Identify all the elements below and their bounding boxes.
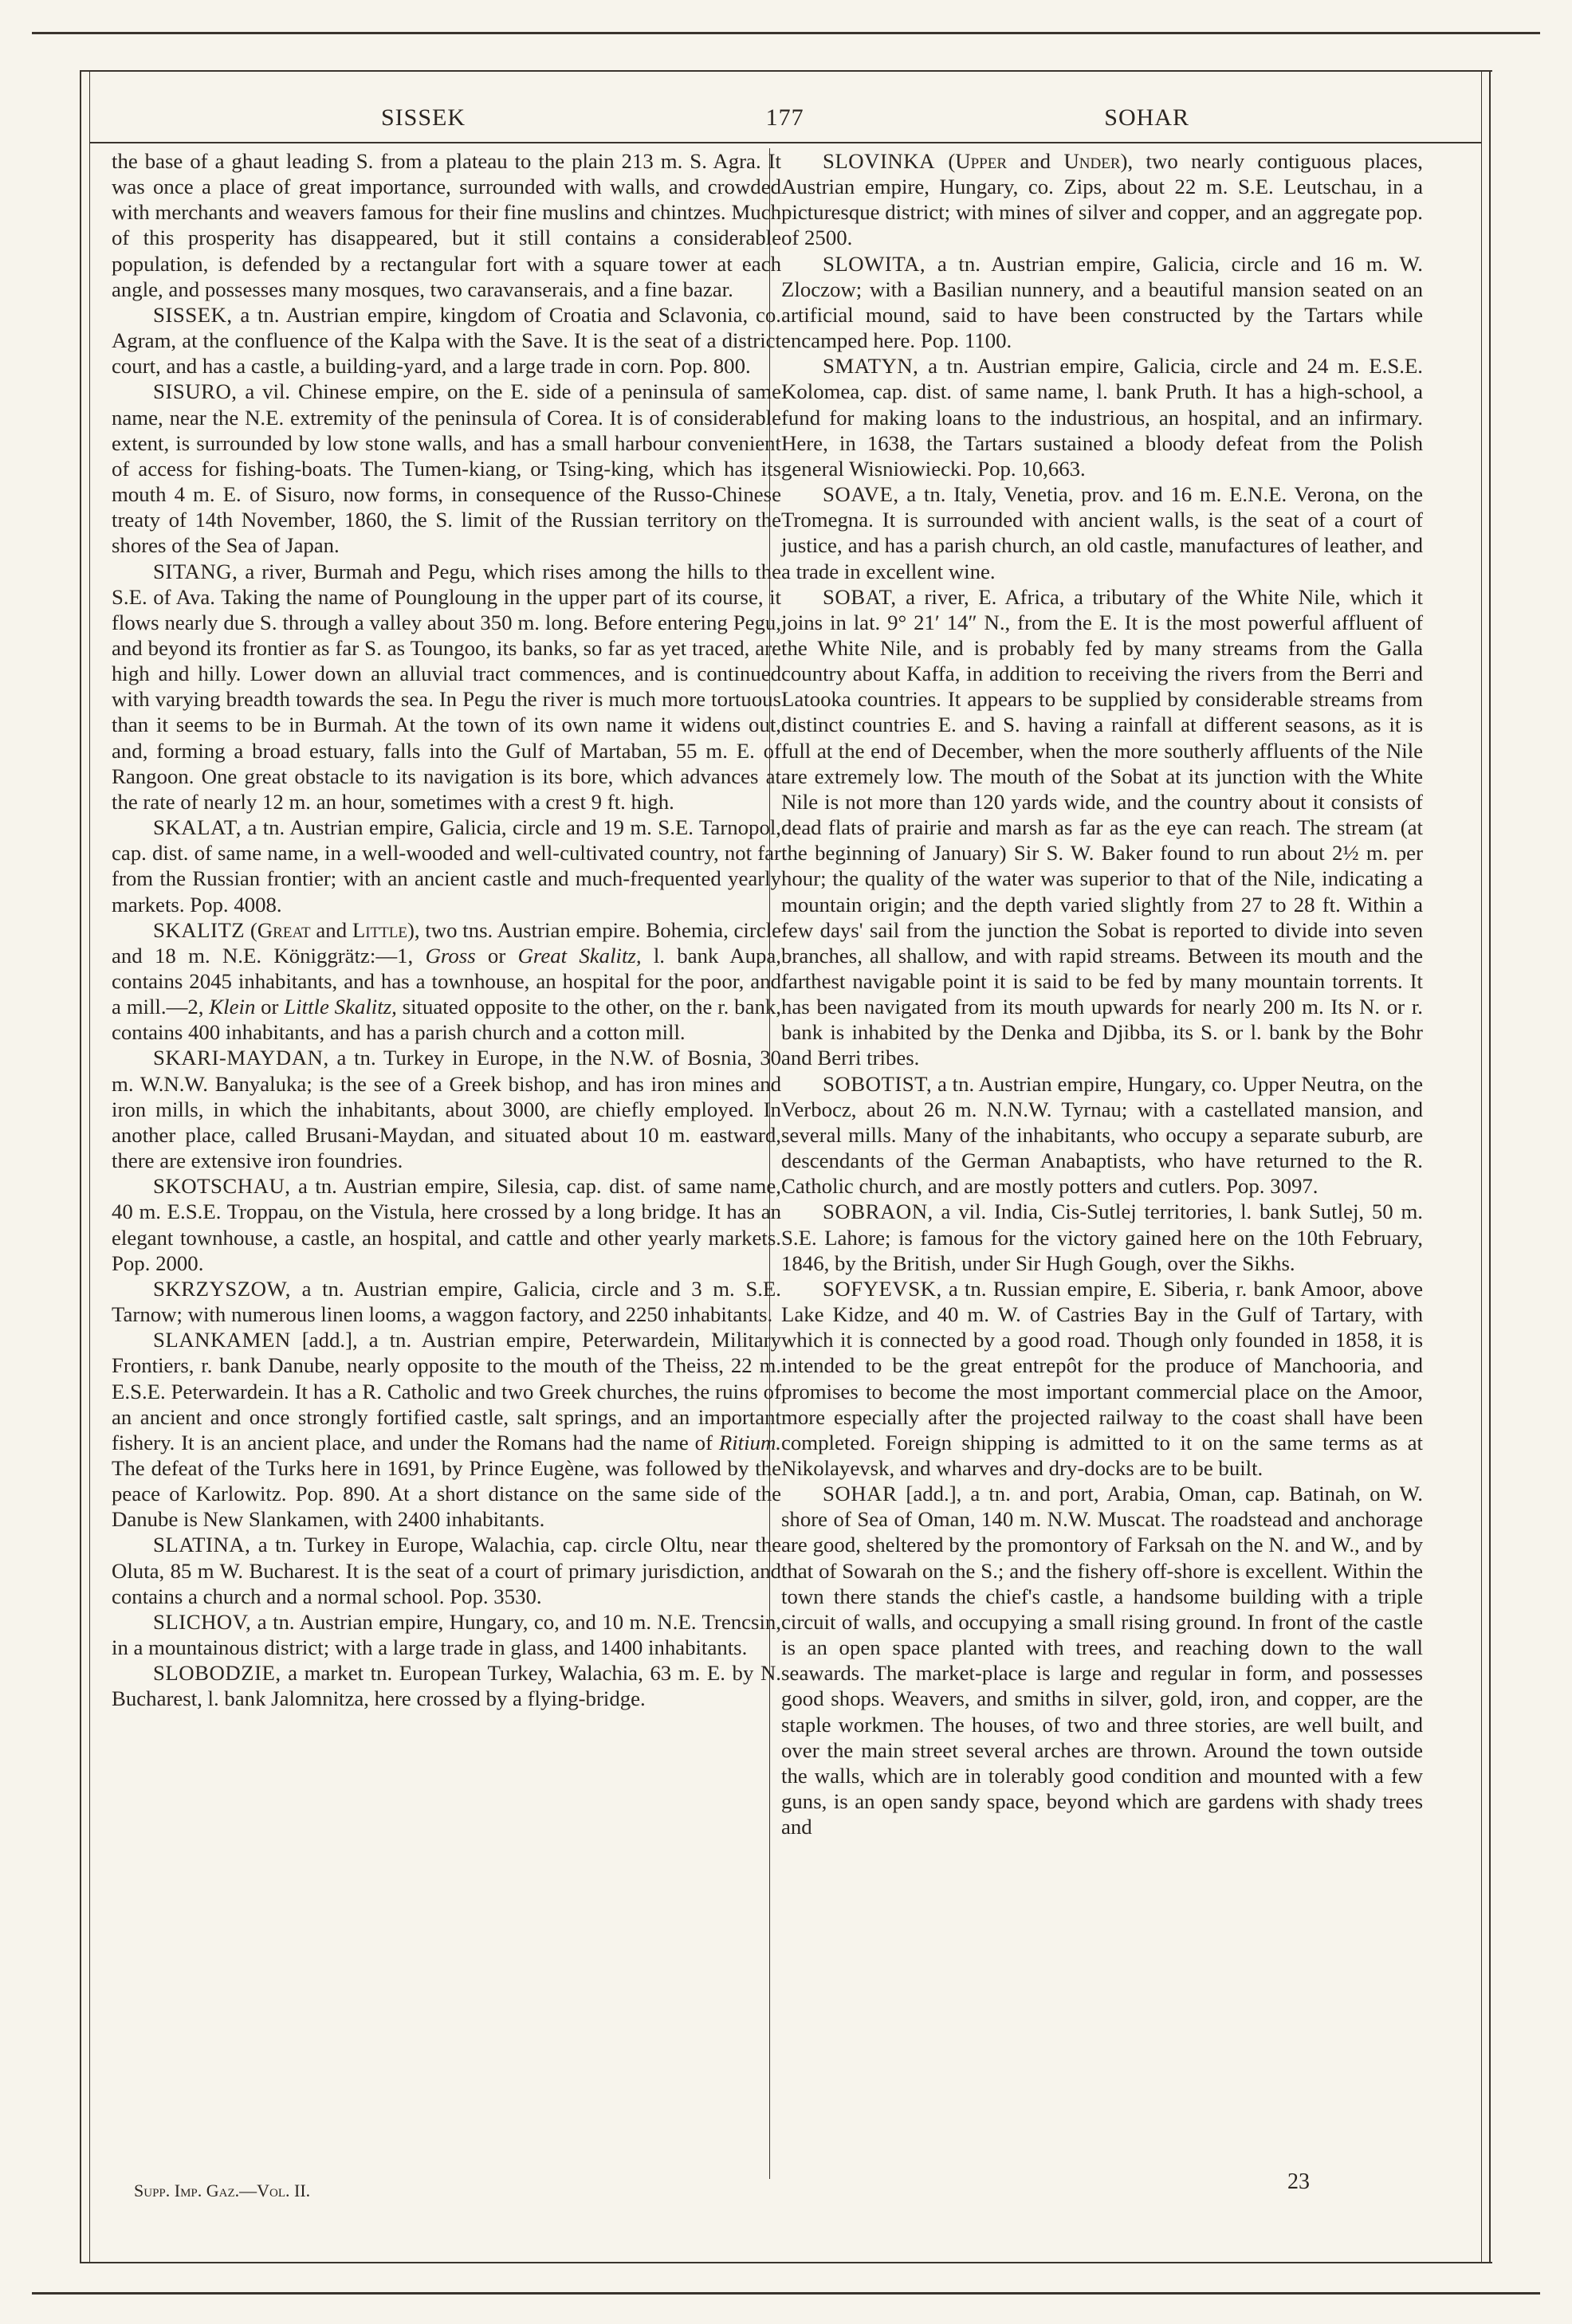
entry-headword: SMATYN, bbox=[823, 354, 919, 379]
entry-text-segment: or bbox=[255, 995, 285, 1019]
gazetteer-entry bbox=[112, 1532, 781, 1608]
page-footer bbox=[112, 2169, 1419, 2209]
gazetteer-entry bbox=[781, 584, 1423, 1071]
running-header bbox=[80, 94, 1492, 142]
entry-text-segment: ( bbox=[934, 149, 956, 173]
gazetteer-entry bbox=[112, 1327, 781, 1532]
entry-text: a tn. Austrian empire, kingdom of Croatia and Sclavonia, co. Agram, at the confluence of the Kalpa with the Save. It is the seat of a district court, and has a castle, a building-yard, and a large trade in corn. Pop. 800. bbox=[112, 302, 781, 379]
entry-headword: SKARI-MAYDAN, bbox=[153, 1046, 329, 1070]
entry-text: the base of a ghaut leading S. from a plateau to the plain 213 m. S. Agra. It was once a place of great importance, surrounded with walls, and crowded with merchants and weavers famous for their fine muslins and chintzes. Much of this prosperity has disappeared, but it still contains a considerable population, is defended by a rectangular fort with a square tower at each angle, and possesses many mosques, two caravanserais, and a fine bazar. bbox=[112, 149, 781, 301]
frame-left-inner bbox=[89, 70, 90, 2263]
outer-rule-top-inner bbox=[80, 70, 1492, 72]
entry-headword: SOBOTIST, bbox=[823, 1071, 933, 1096]
entry-text: a tn. Austrian empire, Hungary, co, and 10 m. N.E. Trencsin, in a mountainous district; with a large trade in glass, and 1400 inhabitants. bbox=[112, 1609, 781, 1660]
gazetteer-entry bbox=[112, 1660, 781, 1711]
entry-text-segment: Great bbox=[257, 917, 311, 942]
entry-text-segment: Klein bbox=[209, 995, 256, 1019]
entry-text-segment: ), two tns. Austrian empire. Bohemia, circle and 18 m. N.E. Königgrätz:—1, bbox=[112, 917, 782, 968]
gazetteer-entry bbox=[781, 481, 1423, 584]
sheet-number: 23 bbox=[1287, 2169, 1310, 2194]
entry-text: a tn. Austrian empire, Hungary, co. Upper Neutra, on the Verbocz, about 26 m. N.N.W. Tyrnau; with a castellated mansion, and several mills. Many of the inhabitants, who occupy a separate suburb, are descendants of the German Anabaptists, who have returned to the R. Catholic church, and are mostly potters and cutlers. Pop. 3097. bbox=[781, 1071, 1423, 1199]
entry-headword: SLOBODZIE, bbox=[153, 1661, 281, 1686]
right-column bbox=[781, 148, 1423, 1839]
entry-text-segment: ), two nearly contiguous places, Austrian empire, Hungary, co. Zips, about 22 m. S.E. Leutschau, in a picturesque district; with mines of silver and copper, and an aggregate pop. of 2500. bbox=[781, 149, 1424, 250]
entry-text-segment: Little bbox=[352, 917, 407, 942]
entry-text-segment: The defeat of the Turks here in 1691, by Prince Eugène, was followed by the peace of Karlowitz. Pop. 890. At a short distance on the same side of the Danube is New Slankamen, with 2400 inhabitants. bbox=[112, 1455, 781, 1532]
entry-headword: SKALAT, bbox=[153, 815, 242, 840]
entry-text: a river, E. Africa, a tributary of the White Nile, which it joins in lat. 9° 21′ 14″ N., from the E. It is the most powerful affluent of the White Nile, and is probably fed by many streams from the Galla country about Kaffa, in addition to receiving the rivers from the Berri and Latooka countries. It appears to be supplied by considerable streams from distinct countries E. and S. having a rainfall at different seasons, as it is full at the end of December, when the more southerly affluents of the Nile are extremely low. The mouth of the Sobat at its junction with the White Nile is not more than 120 yards wide, and the country about it consists of dead flats of prairie and marsh as far as the eye can reach. The stream (at the beginning of January) Sir S. W. Baker found to run about 2½ m. per hour; the quality of the water was superior to that of the Nile, indicating a mountain origin; and the depth varied slightly from 27 to 28 ft. Within a few days' sail from the junction the Sobat is reported to divide into seven branches, all shallow, and with rapid streams. Between its mouth and the farthest navigable point it is said to be fed by many mountain torrents. It has been navigated from its mouth upwards for nearly 200 m. Its N. or r. bank is inhabited by the Denka and Djibba, its S. or l. bank by the Bohr and Berri tribes. bbox=[781, 584, 1423, 1070]
entry-text: [add.], a tn. and port, Arabia, Oman, cap. Batinah, on W. shore of Sea of Oman, 140 m. N.W. Muscat. The roadstead and anchorage are good, sheltered by the promontory of Farksah on the N. and W., and by that of Sowarah on the S.; and the fishery off-shore is excellent. Within the town there stands the chief's castle, a handsome building with a triple circuit of walls, and occupying a small rising ground. In front of the castle is an open space planted with trees, and reaching down to the wall seawards. The market-place is large and regular in form, and possesses good shops. Weavers, and smiths in silver, gold, iron, and copper, are the staple workmen. The houses, of two and three stories, are well built, and over the main street several arches are thrown. Around the town outside the walls, which are in tolerably good condition and mounted with a few guns, is an open sandy space, beyond which are gardens with shady trees and bbox=[781, 1482, 1423, 1839]
entry-headword: SLOWITA, bbox=[823, 251, 926, 276]
entry-text: a tn. Italy, Venetia, prov. and 16 m. E.N.E. Verona, on the Tromegna. It is surrounded with ancient walls, is the seat of a court of justice, and has a parish church, an old castle, manufactures of leather, and a trade in excellent wine. bbox=[781, 482, 1423, 583]
entry-headword: SISSEK, bbox=[153, 302, 233, 327]
entry-text: a river, Burmah and Pegu, which rises among the hills to the S.E. of Ava. Taking the name of Poungloung in the upper part of its course, it flows nearly due S. through a valley about 350 m. long. Before entering Pegu, and beyond its frontier as far S. as Toungoo, its banks, so far as yet traced, are high and hilly. Lower down an alluvial tract commences, and is continued with varying breadth towards the sea. In Pegu the river is much more tortuous than it seems to be in Burmah. At the town of its own name it widens out, and, forming a broad estuary, falls into the Gulf of Martaban, 55 m. E. of Rangoon. One great obstacle to its navigation is its bore, which advances at the rate of nearly 12 m. an hour, sometimes with a crest 9 ft. high. bbox=[112, 559, 781, 814]
gazetteer-entry bbox=[781, 1276, 1423, 1481]
entry-text: a market tn. European Turkey, Walachia, 63 m. E. by N. Bucharest, l. bank Jalomnitza, here crossed by a flying-bridge. bbox=[112, 1661, 781, 1711]
entry-headword: SOFYEVSK, bbox=[823, 1276, 942, 1301]
gazetteer-entry bbox=[112, 917, 781, 1046]
entry-text: a tn. Turkey in Europe, Walachia, cap. circle Oltu, near the Oluta, 85 m W. Bucharest. It is the seat of a court of primary jurisdiction, and contains a church and a normal school. Pop. 3530. bbox=[112, 1533, 781, 1608]
frame-right bbox=[1489, 70, 1491, 2263]
entry-text-segment: Under bbox=[1063, 149, 1121, 173]
entry-headword: SKALITZ bbox=[153, 917, 246, 942]
gazetteer-entry bbox=[112, 379, 781, 558]
gazetteer-entry bbox=[781, 1071, 1423, 1199]
gazetteer-entry bbox=[112, 302, 781, 379]
header-right-word: SOHAR bbox=[1104, 104, 1189, 131]
entry-text: a tn. Russian empire, E. Siberia, r. bank Amoor, above Lake Kidze, and 40 m. W. of Castries Bay in the Gulf of Tartary, with which it is connected by a good road. Though only founded in 1858, it is intended to be the great entrepôt for the produce of Manchooria, and promises to become the most important commercial place on the Amoor, more especially after the projected railway to the coast shall have been completed. Foreign shipping is admitted to it on the same terms as at Nikolayevsk, and wharves and dry-docks are to be built. bbox=[781, 1276, 1423, 1480]
frame-left bbox=[80, 70, 81, 2263]
entry-text-segment: Little Skalitz, bbox=[284, 995, 397, 1019]
entry-text: a tn. Austrian empire, Galicia, circle and 3 m. S.E. Tarnow; with numerous linen looms, a waggon factory, and 2250 inhabitants. bbox=[112, 1276, 781, 1327]
gazetteer-entry bbox=[112, 1609, 781, 1660]
entry-headword: SLATINA, bbox=[153, 1533, 251, 1557]
gazetteer-entry bbox=[781, 353, 1423, 481]
entry-text: a vil. India, Cis-Sutlej territories, l. bank Sutlej, 50 m. S.E. Lahore; is famous for the victory gained here on the 10th February, 1846, by the British, under Sir Hugh Gough, over the Sikhs. bbox=[781, 1199, 1423, 1275]
entry-headword: SOBAT, bbox=[823, 584, 897, 609]
gazetteer-entry bbox=[112, 1173, 781, 1276]
entry-text-segment: l. bank Aupa, contains 2045 inhabitants, and has a townhouse, an hospital for the poor, and a mill.—2, bbox=[112, 943, 781, 1019]
outer-rule-bottom bbox=[32, 2292, 1540, 2295]
gazetteer-entry bbox=[781, 251, 1423, 354]
entry-text-segment: and bbox=[310, 917, 352, 942]
entry-text-segment: Great Skalitz, bbox=[517, 943, 642, 968]
entry-headword: SLICHOV, bbox=[153, 1609, 252, 1634]
header-left-word: SISSEK bbox=[381, 104, 466, 131]
entry-text-segment: [add.], a tn. Austrian empire, Peterwardein, Military Frontiers, r. bank Danube, nearly opposite to the mouth of the Theiss, 22 m. E.S.E. Peterwardein. It has a R. Catholic and two Greek churches, the ruins of an ancient and once strongly fortified castle, salt springs, and an important fishery. It is an ancient place, and under the Romans had the name of bbox=[112, 1328, 781, 1454]
entry-text-segment: or bbox=[475, 943, 518, 968]
gazetteer-entry bbox=[781, 1481, 1423, 1839]
outer-rule-top bbox=[32, 32, 1540, 34]
page-number: 177 bbox=[765, 104, 804, 131]
entry-headword: SOBRAON, bbox=[823, 1199, 933, 1224]
entry-headword: SOHAR bbox=[823, 1482, 898, 1506]
bottom-rule bbox=[80, 2262, 1492, 2263]
entry-text: a tn. Austrian empire, Galicia, circle and 16 m. W. Zloczow; with a Basilian nunnery, and a beautiful mansion seated on an artificial mound, said to have been constructed by the Tartars while encamped here. Pop. 1100. bbox=[781, 251, 1423, 353]
continued-paragraph bbox=[112, 148, 781, 302]
entry-text: a tn. Austrian empire, Galicia, circle and 19 m. S.E. Tarnopol, cap. dist. of same name, in a well-wooded and well-cultivated country, not far from the Russian frontier; with an ancient castle and much-frequented yearly markets. Pop. 4008. bbox=[112, 815, 781, 917]
entry-text-segment: Ritium. bbox=[718, 1430, 781, 1454]
entry-headword: SKOTSCHAU, bbox=[153, 1174, 291, 1199]
entry-headword: SKRZYSZOW, bbox=[153, 1276, 292, 1301]
entry-text: a vil. Chinese empire, on the E. side of a peninsula of same name, near the N.E. extremity of the peninsula of Corea. It is of considerable extent, is surrounded by low stone walls, and has a small harbour convenient of access for fishing-boats. The Tumen-kiang, or Tsing-king, which has its mouth 4 m. E. of Sisuro, now forms, in consequence of the Russo-Chinese treaty of 14th November, 1860, the S. limit of the Russian territory on the shores of the Sea of Japan. bbox=[112, 379, 781, 558]
gazetteer-entry bbox=[112, 815, 781, 917]
entry-headword: SLOVINKA bbox=[823, 149, 935, 173]
frame-right-inner bbox=[1481, 70, 1482, 2263]
gazetteer-entry bbox=[781, 1199, 1423, 1275]
entry-text: a tn. Austrian empire, Silesia, cap. dist. of same name, 40 m. E.S.E. Troppau, on the Vistula, here crossed by a long bridge. It has an elegant townhouse, a castle, an hospital, and cattle and other yearly markets. Pop. 2000. bbox=[112, 1174, 781, 1275]
left-column bbox=[112, 148, 781, 1712]
gazetteer-entry bbox=[112, 559, 781, 815]
entry-text-segment: and bbox=[1007, 149, 1064, 173]
entry-headword: SLANKAMEN bbox=[153, 1328, 291, 1352]
entry-text: a tn. Turkey in Europe, in the N.W. of Bosnia, 30 m. W.N.W. Banyaluka; is the see of a Greek bishop, and has iron mines and iron mills, in which the inhabitants, about 3000, are chiefly employed. In another place, called Brusani-Maydan, and situated about 10 m. eastward, there are extensive iron foundries. bbox=[112, 1046, 781, 1173]
header-rule bbox=[89, 142, 1481, 143]
entry-text-segment: Upper bbox=[955, 149, 1008, 173]
entry-text-segment: situated opposite to the other, on the r. bank, contains 400 inhabitants, and has a parish church and a cotton mill. bbox=[112, 995, 781, 1045]
entry-headword: SISURO, bbox=[153, 379, 238, 404]
signature-mark: Supp. Imp. Gaz.—Vol. II. bbox=[134, 2181, 311, 2200]
entry-headword: SITANG, bbox=[153, 559, 238, 583]
gazetteer-entry bbox=[112, 1276, 781, 1327]
gazetteer-entry bbox=[781, 148, 1423, 251]
entry-text-segment: ( bbox=[245, 917, 257, 942]
entry-text-segment: Gross bbox=[425, 943, 476, 968]
entry-text: a tn. Austrian empire, Galicia, circle and 24 m. E.S.E. Kolomea, cap. dist. of same name, l. bank Pruth. It has a high-school, a fund for making loans to the industrious, an hospital, and an infirmary. Here, in 1638, the Tartars sustained a bloody defeat from the Polish general Wisniowiecki. Pop. 10,663. bbox=[781, 354, 1423, 481]
gazetteer-entry bbox=[112, 1045, 781, 1173]
entry-headword: SOAVE, bbox=[823, 482, 899, 507]
